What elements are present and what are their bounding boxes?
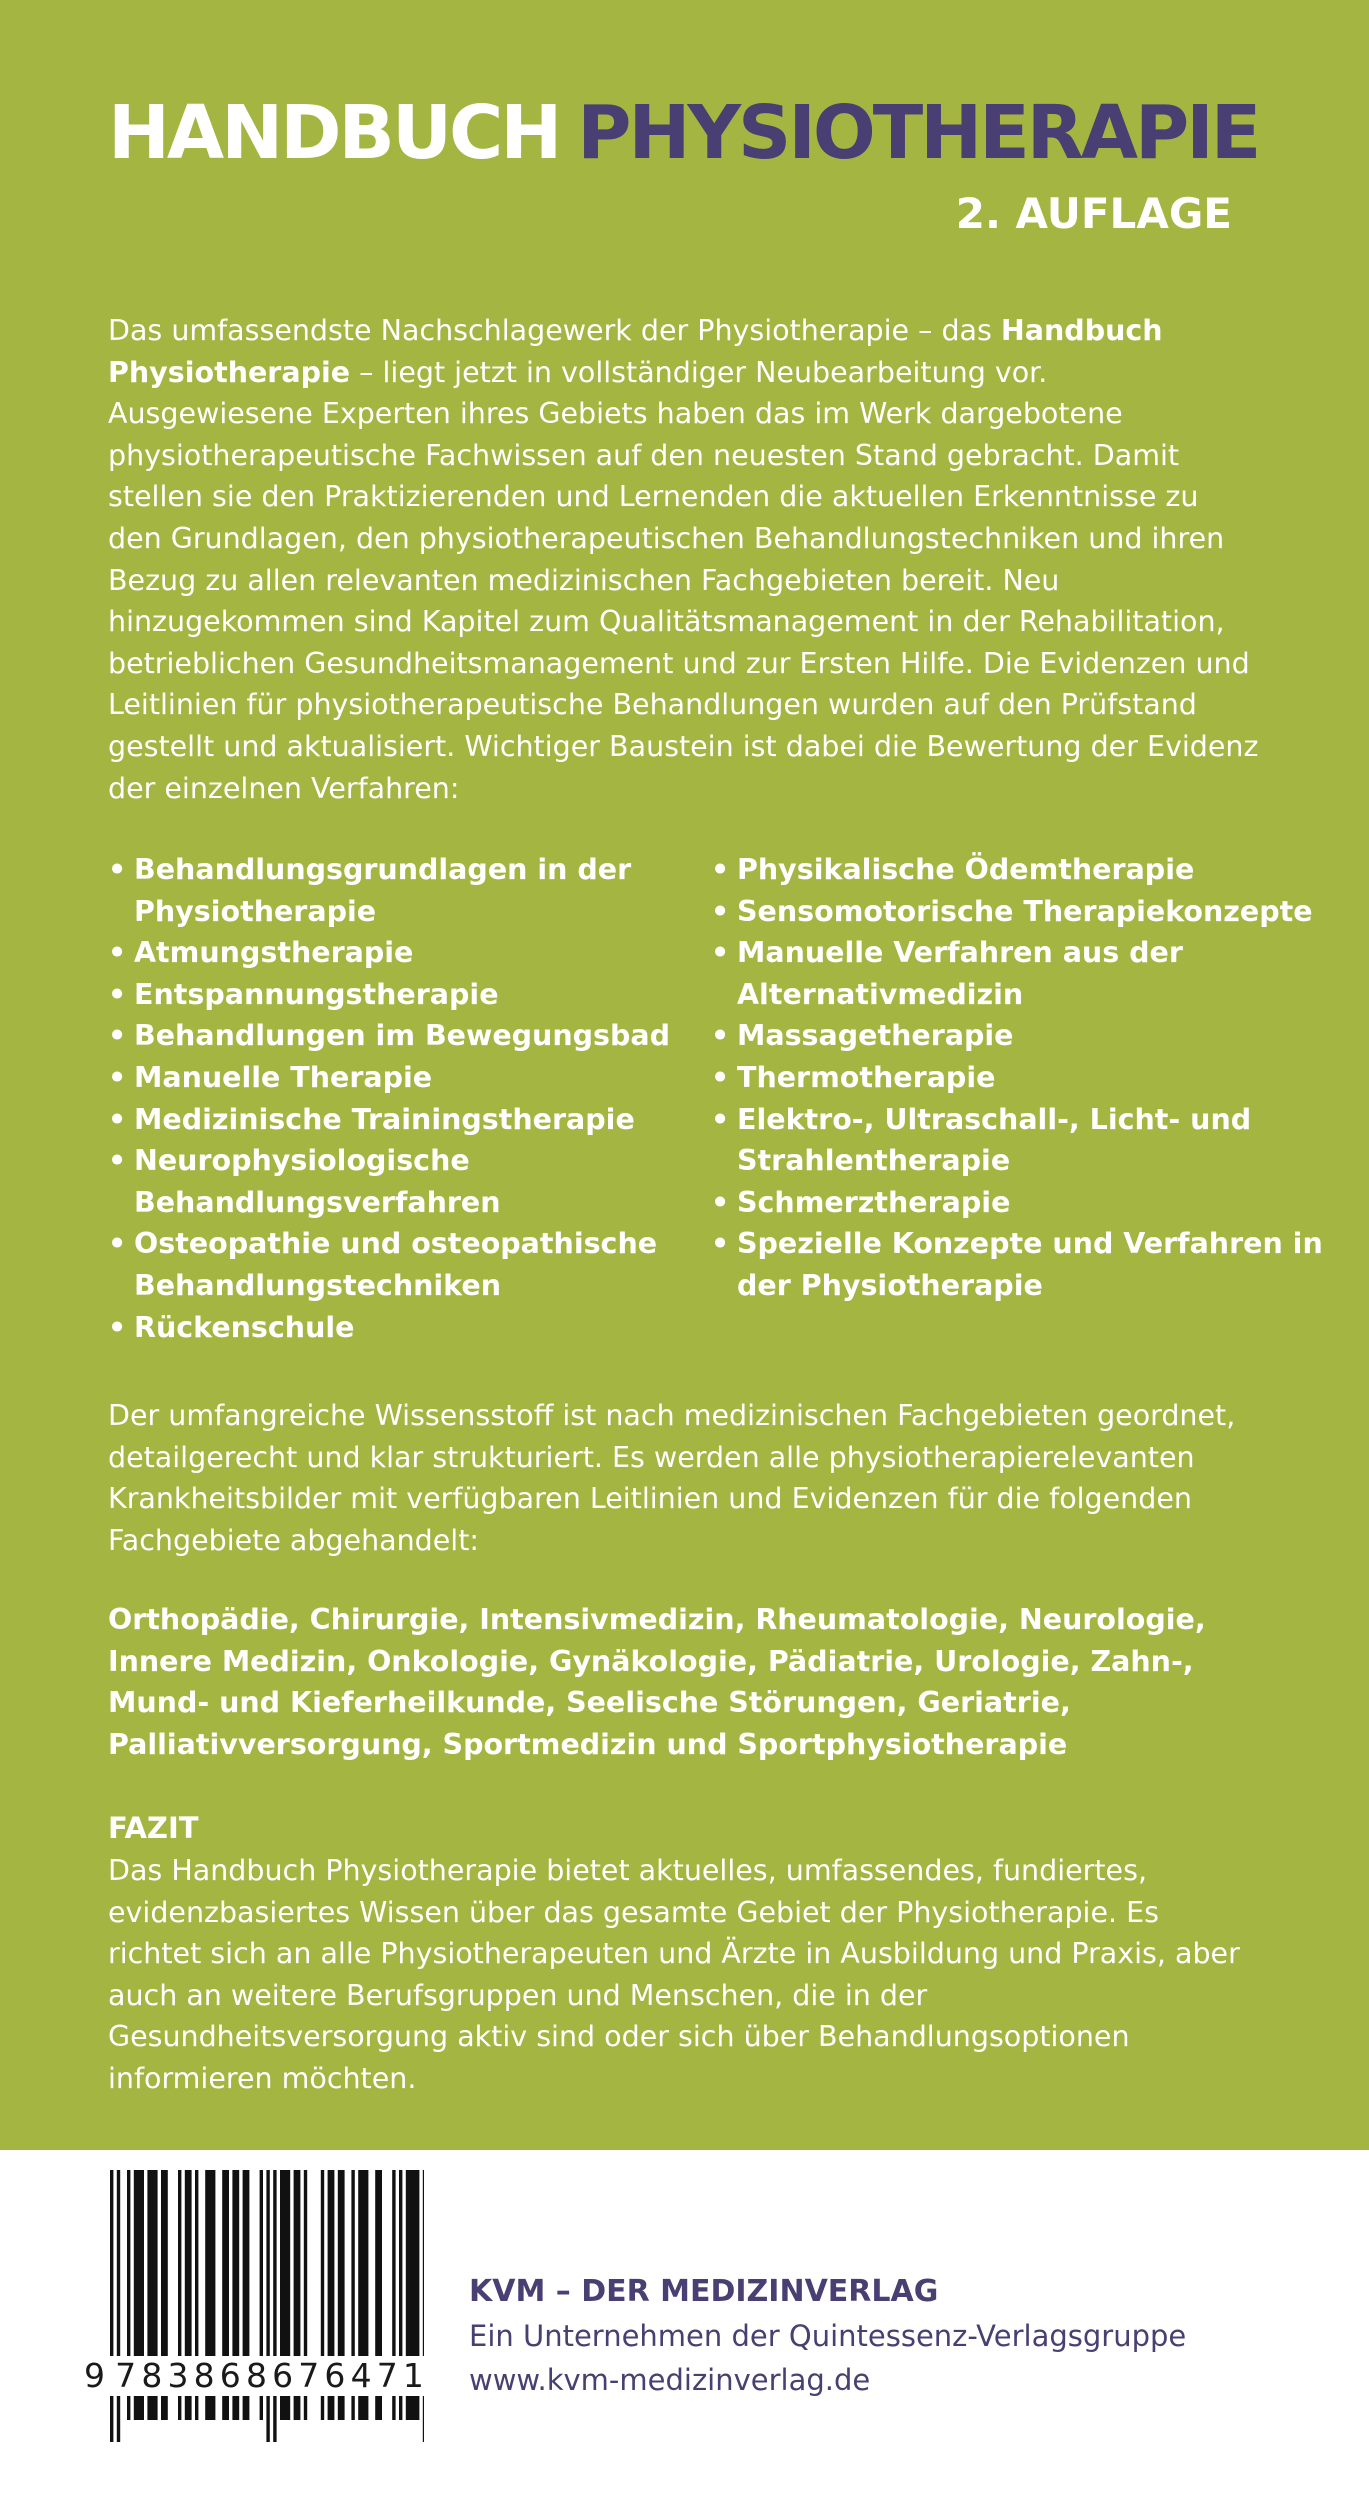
barcode-bar — [117, 2170, 120, 2442]
isbn-digit: 8 — [141, 2356, 163, 2395]
topic-list-item — [108, 849, 708, 932]
topic-list-item — [108, 932, 708, 974]
publisher-url[interactable]: www.kvm-medizinverlag.de — [469, 2363, 871, 2397]
bullet-icon: • — [108, 1144, 127, 1178]
isbn-digit: 6 — [272, 2356, 294, 2395]
topic-list-item — [108, 1057, 708, 1099]
fazit-heading: FAZIT — [108, 1811, 199, 1845]
topic-label: Entspannungstherapie — [134, 977, 499, 1011]
topic-label: Behandlungen im Bewegungsbad — [134, 1019, 671, 1053]
intro-text-start: Das umfassendste Nachschlagewerk der Physiotherapie – das — [108, 314, 1001, 347]
topic-label: Elektro-, Ultraschall-, Licht- und Strahlentherapie — [737, 1102, 1252, 1178]
intro-text-rest: – liegt jetzt in vollständiger Neubearbeitung vor. Ausgewiesene Experten ihres Gebiets haben das im Werk dargebotene physiotherapeutische Fachwissen auf den neuesten Stand gebracht. Damit stellen sie den Praktizierenden und Lernenden die aktuellen Erkenntnisse zu den Grundlagen, den physiotherapeutischen Behandlungstechniken und ihren Bezug zu allen relevanten medizinischen Fachgebieten bereit. Neu hinzugekommen sind Kapitel zum Qualitätsmanagement in der Rehabilitation, betrieblichen Gesundheitsmanagement und zur Ersten Hilfe. Die Evidenzen und Leitlinien für physiotherapeutische Behandlungen wurden auf den Prüfstand gestellt und aktualisiert. Wichtiger Baustein ist dabei die Bewertung der Evidenz der einzelnen Verfahren: — [108, 355, 1259, 805]
isbn-digit: 3 — [167, 2356, 189, 2395]
topic-label: Schmerztherapie — [737, 1185, 1011, 1219]
bullet-icon: • — [108, 977, 127, 1011]
topic-label: Sensomotorische Therapiekonzepte — [737, 894, 1313, 928]
bullet-icon: • — [711, 1019, 730, 1053]
topic-label: Neurophysiologische Behandlungsverfahren — [134, 1144, 501, 1219]
topic-list-item — [711, 1015, 1351, 1057]
subject-areas-list: Orthopädie, Chirurgie, Intensivmedizin, Rheumatologie, Neurologie, Innere Medizin, Onkologie, Gynäkologie, Pädiatrie, Urologie, Zahn-, Mund- und Kieferheilkunde, Seelische Störungen, Geriatrie, Palliativversorgung, Sportmedizin und Sportphysiotherapie — [108, 1603, 1206, 1761]
bullet-icon: • — [711, 1227, 730, 1261]
topic-label: Thermotherapie — [737, 1060, 996, 1094]
topic-list-right — [711, 849, 1351, 1307]
isbn-digit: 1 — [402, 2356, 424, 2395]
publisher-subtitle: Ein Unternehmen der Quintessenz-Verlagsgruppe — [469, 2319, 1187, 2353]
bullet-icon: • — [108, 1060, 127, 1094]
isbn-digit: 7 — [298, 2356, 320, 2395]
bullet-icon: • — [711, 853, 730, 886]
topic-label: Rückenschule — [134, 1310, 355, 1344]
bullet-icon: • — [711, 936, 730, 970]
topic-list-item — [711, 849, 1351, 891]
topic-list-item — [108, 1307, 708, 1349]
edition-label: 2. AUFLAGE — [955, 189, 1232, 238]
topic-list-item — [711, 932, 1351, 1015]
topic-list-left — [108, 849, 708, 1348]
isbn-digit: 4 — [350, 2356, 372, 2395]
topic-list-item — [108, 974, 708, 1016]
topic-label: Manuelle Therapie — [134, 1060, 433, 1094]
barcode-bar — [273, 2170, 276, 2442]
bullet-icon: • — [108, 1019, 127, 1053]
topic-list-item — [108, 1015, 708, 1057]
intro-bold-title: Handbuch Physiotherapie — [108, 314, 1163, 389]
topic-list-item — [108, 1099, 708, 1141]
barcode-bar — [110, 2170, 113, 2442]
topic-label: Atmungstherapie — [134, 936, 414, 970]
isbn-digit: 8 — [193, 2356, 215, 2395]
subject-areas-paragraph: Der umfangreiche Wissensstoff ist nach medizinischen Fachgebieten geordnet, detailgerecht und klar strukturiert. Es werden alle physiotherapierelevanten Krankheitsbilder mit verfügbaren Leitlinien und Evidenzen für die folgenden Fachgebiete abgehandelt: — [108, 1399, 1236, 1557]
bullet-icon: • — [108, 853, 127, 886]
title-word-handbuch: HANDBUCH — [108, 90, 560, 176]
barcode-bars — [84, 2150, 424, 2450]
bullet-icon: • — [108, 1310, 127, 1344]
bullet-icon: • — [711, 1060, 730, 1094]
publisher-name: KVM – DER MEDIZINVERLAG — [469, 2274, 939, 2309]
topic-list-item — [711, 891, 1351, 933]
isbn-digit: 9 — [84, 2356, 105, 2395]
fazit-paragraph: Das Handbuch Physiotherapie bietet aktuelles, umfassendes, fundiertes, evidenzbasiertes Wissen über das gesamte Gebiet der Physiotherapie. Es richtet sich an alle Physiotherapeuten und Ärzte in Ausbildung und Praxis, aber auch an weitere Berufsgruppen und Menschen, die in der Gesundheitsversorgung aktiv sind oder sich über Behandlungsoptionen informieren möchten. — [108, 1854, 1240, 2095]
barcode-bar — [266, 2170, 269, 2442]
topic-list-item — [711, 1223, 1351, 1306]
topic-label: Manuelle Verfahren aus der Alternativmedizin — [737, 936, 1183, 1011]
isbn-digit: 8 — [245, 2356, 267, 2395]
barcode-bar — [423, 2170, 424, 2442]
topic-list-item — [108, 1223, 708, 1306]
book-title — [108, 88, 1258, 178]
topic-label: Medizinische Trainingstherapie — [134, 1102, 635, 1136]
publisher-block — [469, 2270, 1186, 2402]
isbn-number — [84, 2356, 424, 2396]
topic-list-item — [108, 1140, 708, 1223]
bullet-icon: • — [108, 1102, 127, 1136]
topic-list-item — [711, 1182, 1351, 1224]
bullet-icon: • — [108, 1227, 127, 1261]
topic-label: Spezielle Konzepte und Verfahren in der Physiotherapie — [737, 1227, 1323, 1302]
topic-lists — [108, 849, 1323, 1349]
topic-list-item — [711, 1099, 1351, 1182]
isbn-digit: 7 — [376, 2356, 398, 2395]
bullet-icon: • — [711, 894, 730, 928]
topic-label: Osteopathie und osteopathische Behandlungstechniken — [134, 1227, 658, 1302]
topic-label: Behandlungsgrundlagen in der Physiotherapie — [134, 853, 632, 928]
bullet-icon: • — [711, 1102, 730, 1136]
title-word-physiotherapie: PHYSIOTHERAPIE — [577, 90, 1259, 176]
intro-paragraph — [108, 310, 1260, 809]
isbn-barcode — [84, 2150, 424, 2460]
topic-list-item — [711, 1057, 1351, 1099]
topic-label: Massagetherapie — [737, 1019, 1014, 1053]
isbn-digit: 6 — [324, 2356, 346, 2395]
bullet-icon: • — [108, 936, 127, 970]
isbn-digit: 7 — [115, 2356, 137, 2395]
topic-label: Physikalische Ödemtherapie — [737, 853, 1195, 886]
bullet-icon: • — [711, 1185, 730, 1219]
isbn-digit: 6 — [219, 2356, 241, 2395]
